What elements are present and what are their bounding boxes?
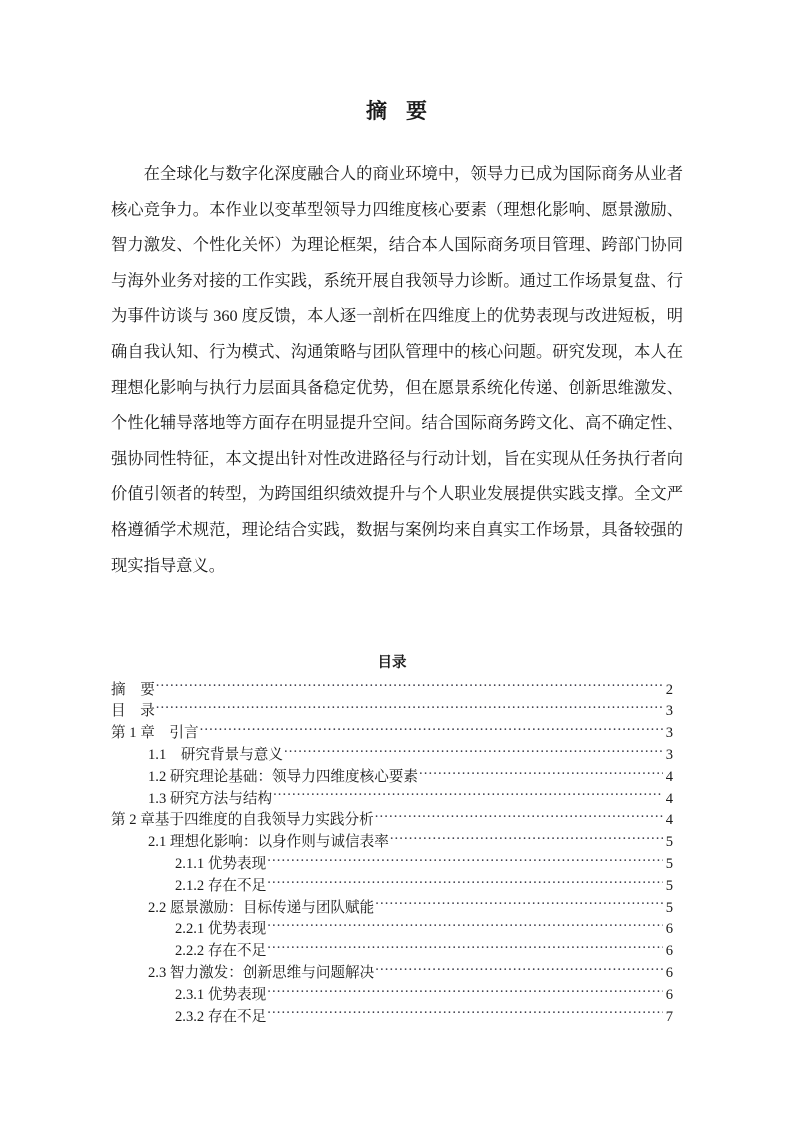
toc-entry-page-number: 4 [665, 790, 673, 807]
toc-entry-label: 2.3.2 存在不足 [175, 1008, 267, 1025]
toc-entry-page-number: 7 [665, 1008, 673, 1025]
toc-entry-label: 2.3 智力激发：创新思维与问题解决 [148, 964, 375, 981]
toc-entry-page-number: 4 [665, 768, 673, 785]
toc-entry-label: 2.1.1 优势表现 [175, 855, 267, 872]
toc-entry-page-number: 6 [665, 921, 673, 938]
toc-entry[interactable] [111, 723, 673, 745]
toc-entry-page-number: 5 [665, 877, 673, 894]
toc-entry-label: 2.2.1 优势表现 [175, 921, 267, 938]
toc-entry[interactable] [111, 810, 673, 832]
toc-entry-page-number: 3 [665, 725, 673, 742]
toc-entry-label: 2.3.1 优势表现 [175, 986, 267, 1003]
toc-entry-label: 2.1.2 存在不足 [175, 877, 267, 894]
toc-entry[interactable] [111, 919, 673, 941]
toc-dot-leader [267, 1006, 663, 1021]
toc-entry-page-number: 2 [665, 681, 673, 698]
table-of-contents [111, 652, 673, 1028]
toc-entry[interactable] [111, 962, 673, 984]
abstract-section [111, 96, 683, 583]
toc-entry[interactable] [111, 701, 673, 723]
abstract-heading-char-2: 要 [406, 99, 428, 123]
toc-entry-label: 摘 要 [111, 681, 155, 698]
toc-dot-leader [284, 744, 663, 759]
toc-entry-label: 2.2 愿景激励：目标传递与团队赋能 [148, 899, 375, 916]
toc-entry[interactable] [111, 853, 673, 875]
toc-entry-label: 目 录 [111, 703, 155, 720]
toc-entry-page-number: 3 [665, 703, 673, 720]
toc-dot-leader [267, 853, 663, 868]
toc-entry[interactable] [111, 941, 673, 963]
toc-entry-label: 2.2.2 存在不足 [175, 943, 267, 960]
toc-entry-page-number: 6 [665, 943, 673, 960]
toc-entry[interactable] [111, 875, 673, 897]
toc-dot-leader [390, 832, 663, 847]
toc-entry-label: 第 1 章 引言 [111, 725, 199, 742]
toc-entry-page-number: 6 [665, 964, 673, 981]
toc-entry[interactable] [111, 744, 673, 766]
toc-entry-label: 第 2 章基于四维度的自我领导力实践分析 [111, 812, 374, 829]
toc-entry[interactable] [111, 679, 673, 701]
toc-entry-page-number: 5 [665, 834, 673, 851]
toc-dot-leader [156, 679, 663, 694]
toc-entry-label: 1.2 研究理论基础：领导力四维度核心要素 [148, 768, 418, 785]
toc-entry[interactable] [111, 766, 673, 788]
toc-entry-page-number: 4 [665, 812, 673, 829]
toc-dot-leader [273, 788, 663, 803]
toc-entry-label: 1.1 研究背景与意义 [148, 746, 283, 763]
toc-dot-leader [267, 919, 663, 934]
toc-dot-leader [156, 701, 663, 716]
toc-entry-page-number: 6 [665, 986, 673, 1003]
toc-entry[interactable] [111, 1006, 673, 1028]
toc-heading: 目录 [377, 655, 407, 671]
toc-entry-page-number: 5 [665, 855, 673, 872]
toc-entry[interactable] [111, 832, 673, 854]
toc-dot-leader [267, 941, 663, 956]
toc-dot-leader [267, 875, 663, 890]
toc-entry-label: 1.3 研究方法与结构 [148, 790, 273, 807]
toc-entry-page-number: 3 [665, 746, 673, 763]
toc-dot-leader [419, 766, 663, 781]
abstract-heading [111, 96, 683, 126]
toc-dot-leader [267, 984, 663, 999]
toc-dot-leader [375, 897, 663, 912]
abstract-body-text: 在全球化与数字化深度融合人的商业环境中，领导力已成为国际商务从业者核心竞争力。本作业以变革型领导力四维度核心要素（理想化影响、愿景激励、智力激发、个性化关怀）为理论框架，结合本人国际商务项目管理、跨部门协同与海外业务对接的工作实践，系统开展自我领导力诊断。通过工作场景复盘、行为事件访谈与 360 度反馈，本人逐一剖析在四维度上的优势表现与改进短板，明确自我认知、行为模式、沟通策略与团队管理中的核心问题。研究发现，本人在理想化影响与执行力层面具备稳定优势，但在愿景系统化传递、创新思维激发、个性化辅导落地等方面存在明显提升空间。结合国际商务跨文化、高不确定性、强协同性特征，本文提出针对性改进路径与行动计划，旨在实现从任务执行者向价值引领者的转型，为跨国组织绩效提升与个人职业发展提供实践支撑。全文严格遵循学术规范，理论结合实践，数据与案例均来自真实工作场景，具备较强的现实指导意义。 [111, 164, 683, 575]
toc-entry[interactable] [111, 788, 673, 810]
abstract-heading-char-1: 摘 [366, 99, 388, 123]
toc-entry[interactable] [111, 984, 673, 1006]
toc-dot-leader [375, 810, 663, 825]
toc-entry-label: 2.1 理想化影响：以身作则与诚信表率 [148, 834, 389, 851]
toc-dot-leader [200, 723, 663, 738]
toc-list [111, 679, 673, 1028]
toc-entry[interactable] [111, 897, 673, 919]
toc-dot-leader [375, 962, 663, 977]
toc-entry-page-number: 5 [665, 899, 673, 916]
